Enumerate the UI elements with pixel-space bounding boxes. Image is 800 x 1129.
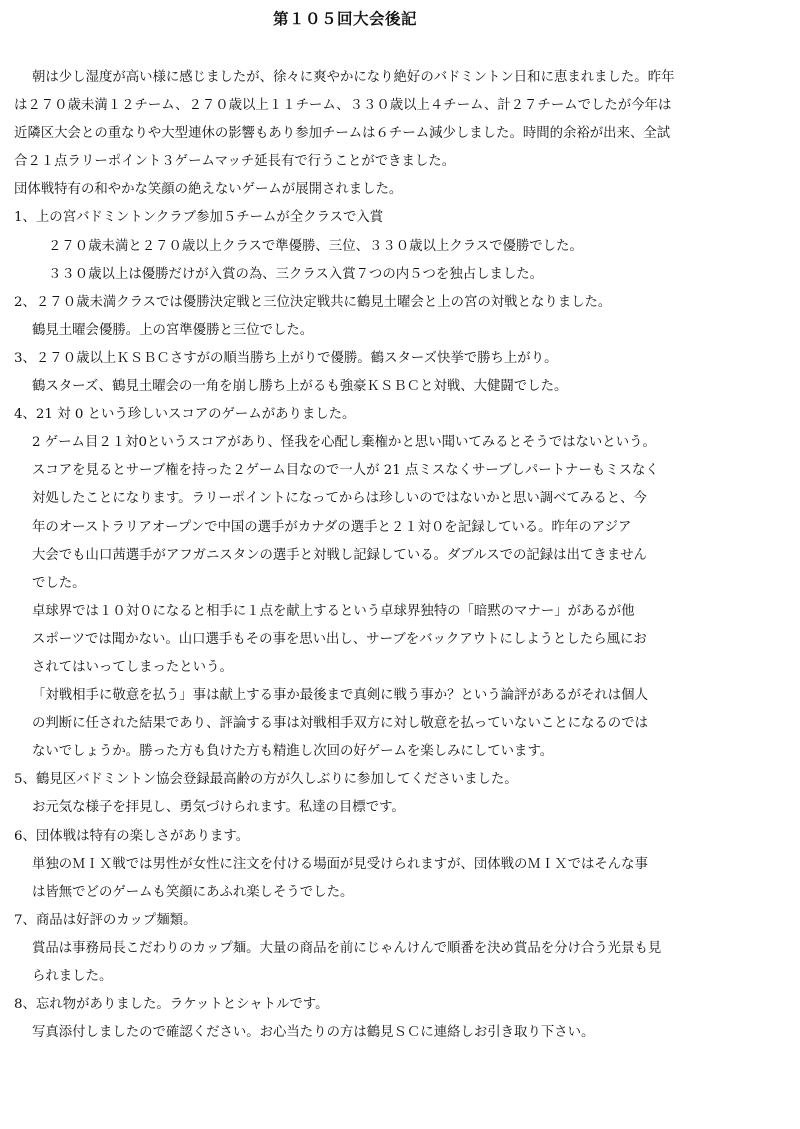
item-line: ２７０歳未満と２７０歳以上クラスで準優勝、三位、３３０歳以上クラスで優勝でした。 [48, 238, 583, 254]
item-line: お元気な様子を拝見し、勇気づけられます。私達の目標です。 [32, 800, 405, 816]
item-line: 卓球界では１０対０になると相手に１点を献上するという卓球界独特の「暗黙のマナー」があるが他 [32, 603, 635, 619]
item-heading: 4、21 対 0 という珍しいスコアのゲームがありました。 [14, 407, 356, 423]
item-line: 鶴見土曜会優勝。上の宮準優勝と三位でした。 [32, 322, 314, 338]
item-heading: 5、鶴見区バドミントン協会登録最高齢の方が久しぶりに参加してくださいました。 [14, 772, 518, 788]
document-title: 第１０５回大会後記 [272, 9, 417, 28]
item-heading: 8、忘れ物がありました。ラケットとシャトルです。 [14, 997, 329, 1013]
item-heading: 3、２７０歳以上ＫＳＢＣさすがの順当勝ち上がりで優勝。鶴スターズ快挙で勝ち上がり。 [14, 350, 558, 366]
item-line: されてはいってしまったという。 [32, 659, 233, 675]
item-line: ３３０歳以上は優勝だけが入賞の為、三クラス入賞７つの内５つを独占しました。 [48, 266, 544, 282]
item-line: スコアを見るとサーブ権を持った２ゲーム目なので一人が 21 点ミスなくサーブしパートナーもミスなく [32, 463, 659, 479]
item-line: の判断に任された結果であり、評論する事は対戦相手双方に対し敬意を払っていないことになるのでは [32, 716, 648, 732]
item-line: 鶴スターズ、鶴見土曜会の一角を崩し勝ち上がるも強豪ＫＳＢＣと対戦、大健闘でした。 [32, 379, 568, 395]
item-line: 大会でも山口茜選手がアフガニスタンの選手と対戦し記録している。ダブルスでの記録は出てきません [32, 547, 647, 563]
item-line: 対処したことになります。ラリーポイントになってからは珍しいのではないかと思い調べてみると、今 [32, 491, 647, 507]
intro-line: 合２１点ラリーポイント３ゲームマッチ延長有で行うことができました。 [14, 154, 456, 170]
item-line: 「対戦相手に敬意を払う」事は献上する事か最後まで真剣に戦う事か？という論評があるがそれは個人 [32, 688, 648, 704]
item-line: 年のオーストラリアオープンで中国の選手がカナダの選手と２１対０を記録している。昨年のアジア [32, 519, 632, 535]
item-line: ないでしょうか。勝った方も負けた方も精進し次回の好ゲームを楽しみにしています。 [32, 744, 554, 760]
document-body [14, 64, 800, 1047]
item-heading: 1、上の宮バドミントンクラブ参加５チームが全クラスで入賞 [14, 210, 384, 226]
item-line: 2 ゲーム目２１対0というスコアがあり、怪我を心配し棄権かと思い聞いてみるとそうではないという。 [32, 435, 656, 451]
item-list [14, 204, 800, 1047]
item-line: 写真添付しましたので確認ください。お心当たりの方は鶴見ＳＣに連絡しお引き取り下さい。 [32, 1025, 595, 1041]
item-heading: 2、２７０歳未満クラスでは優勝決定戦と三位決定戦共に鶴見土曜会と上の宮の対戦となりました。 [14, 294, 612, 310]
intro-line: 朝は少し湿度が高い様に感じましたが、徐々に爽やかになり絶好のバドミントン日和に恵まれました。昨年 [32, 70, 675, 85]
item-line: 単独のＭＩＸ戦では男性が女性に注文を付ける場面が見受けられますが、団体戦のＭＩＸではそんな事 [32, 856, 648, 872]
item-line: スポーツでは聞かない。山口選手もその事を思い出し、サーブをバックアウトにしようとしたら風にお [32, 631, 647, 647]
intro-line: 近隣区大会との重なりや大型連休の影響もあり参加チームは６チーム減少しました。時間的余裕が出来、全試 [14, 126, 671, 142]
intro-line: は２７０歳未満１２チーム、２７０歳以上１１チーム、３３０歳以上４チーム、計２７チームでしたが今年は [14, 98, 672, 114]
item-line: られました。 [32, 969, 113, 984]
item-line: でした。 [32, 575, 86, 591]
item-line: は皆無でどのゲームも笑顔にあふれ楽しそうでした。 [32, 884, 354, 900]
item-heading: 6、団体戦は特有の楽しさがあります。 [14, 828, 250, 844]
item-line: 賞品は事務局長こだわりのカップ麺。大量の商品を前にじゃんけんで順番を決め賞品を分け合う光景も見 [32, 940, 662, 956]
item-heading: 7、商品は好評のカップ麺類。 [14, 912, 197, 928]
intro-line: 団体戦特有の和やかな笑顔の絶えないゲームが展開されました。 [14, 182, 403, 198]
